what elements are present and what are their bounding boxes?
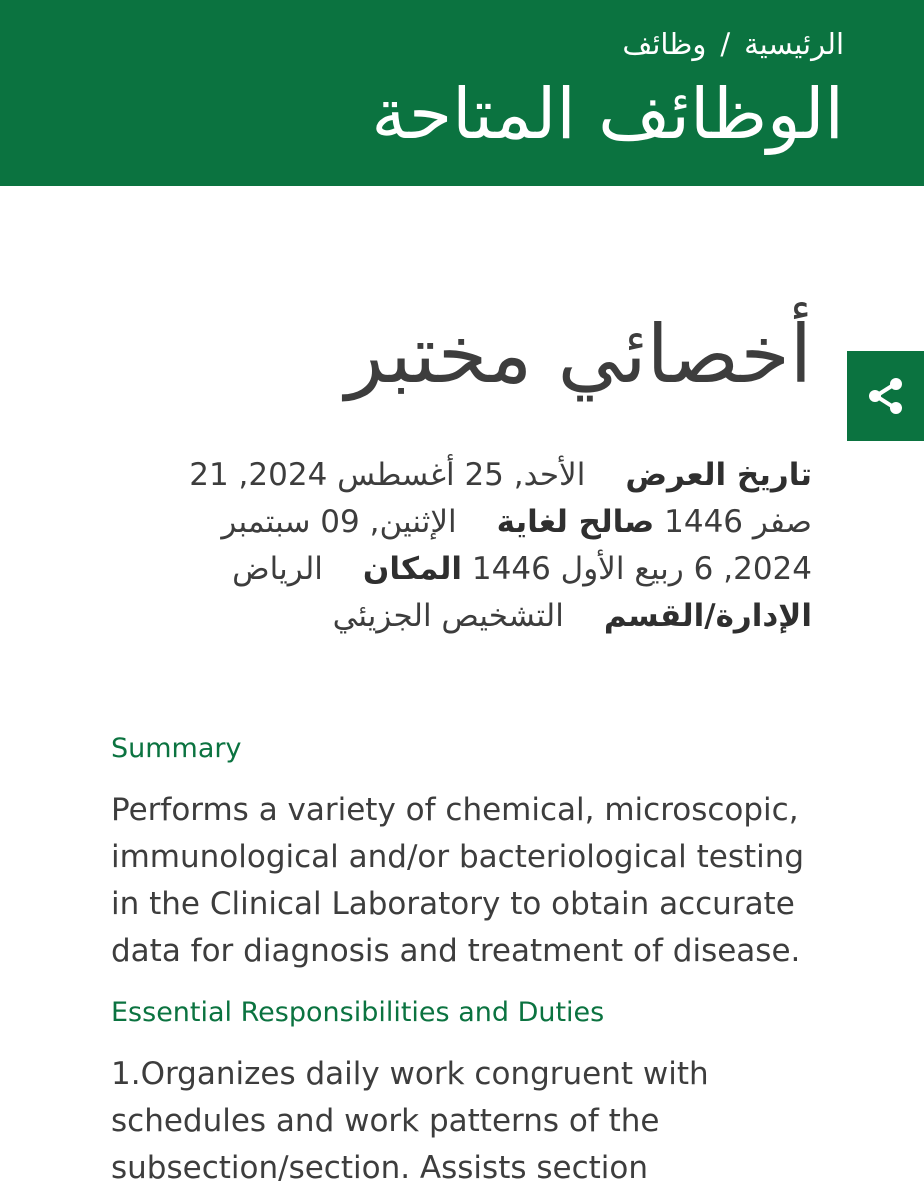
duties-text: 1.Organizes daily work congruent with schedules and work patterns of the subsection/section. Assists section (111, 1056, 709, 1186)
share-icon (866, 376, 906, 416)
location-label: المكان (362, 551, 463, 587)
breadcrumb-home-link[interactable]: الرئيسية (744, 27, 844, 61)
page-header (0, 0, 924, 186)
valid-until-label: صالح لغاية (496, 504, 655, 540)
page-title: الوظائف المتاحة (371, 73, 844, 155)
breadcrumb (622, 24, 844, 64)
location-value: الرياض (232, 551, 323, 587)
breadcrumb-jobs-link[interactable]: وظائف (622, 27, 707, 61)
valid-until-value: الإثنين, 09 سبتمبر 2024, 6 ربيع الأول 1446 (221, 504, 812, 587)
summary-text: Performs a variety of chemical, microscopic, immunological and/or bacteriological testing in the Clinical Laboratory to obtain accurate data for diagnosis and treatment of disease. (111, 792, 805, 969)
duties-heading: Essential Responsibilities and Duties (111, 997, 605, 1028)
department-label: الإدارة/القسم (603, 598, 812, 634)
share-button[interactable] (847, 351, 924, 441)
breadcrumb-separator: / (720, 27, 731, 61)
job-title: أخصائي مختبر (345, 308, 812, 401)
summary-heading: Summary (111, 733, 242, 764)
job-meta (132, 452, 812, 640)
department-value: التشخيص الجزيئي (332, 598, 564, 634)
posted-date-label: تاريخ العرض (625, 457, 812, 493)
posted-date-value: الأحد, 25 أغسطس 2024, 21 صفر 1446 (189, 457, 812, 540)
